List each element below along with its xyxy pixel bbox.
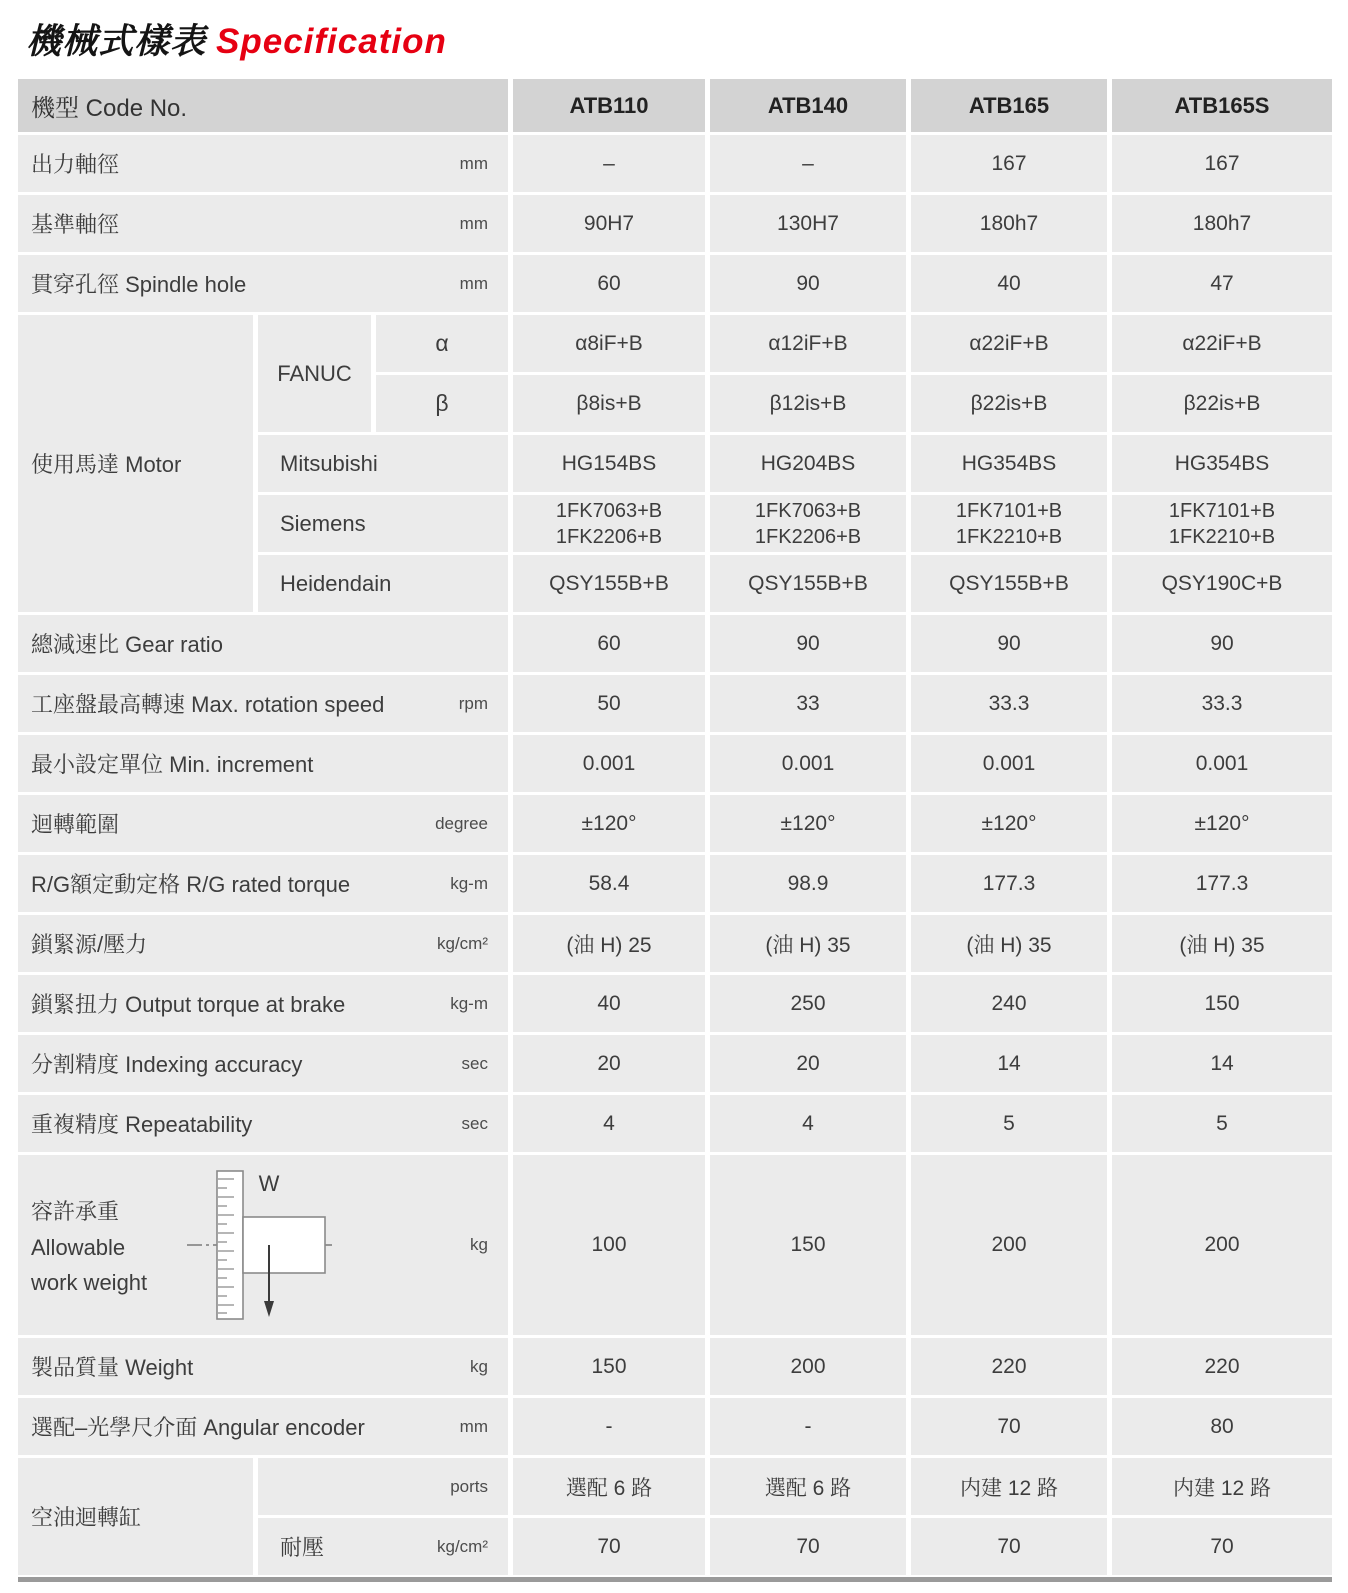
cell-value: 選配 6 路 (513, 1458, 705, 1515)
cell-value: 177.3 (911, 855, 1107, 912)
cell-value: 130H7 (710, 195, 906, 252)
row-label-text: 選配–光學尺介面 Angular encoder (31, 1415, 365, 1440)
row-label-weight (18, 1338, 508, 1395)
cell-value: 47 (1112, 255, 1332, 312)
header-code-no (18, 79, 508, 132)
cell-value: α8iF+B (513, 315, 705, 372)
cell-value: 4 (710, 1095, 906, 1152)
motor-fanuc-beta-label: β (376, 375, 508, 432)
work-weight-label (31, 1195, 147, 1296)
cell-value: 150 (1112, 975, 1332, 1032)
cell-value: 250 (710, 975, 906, 1032)
cell-value: QSY155B+B (513, 555, 705, 612)
cell-value: (油 H) 35 (710, 915, 906, 972)
row-label-text: 重複精度 Repeatability (31, 1112, 253, 1137)
cell-value: 5 (1112, 1095, 1332, 1152)
cell-value: 80 (1112, 1398, 1332, 1455)
cell-value: QSY155B+B (911, 555, 1107, 612)
cell-value: – (513, 135, 705, 192)
col-header-atb165s: ATB165S (1112, 79, 1332, 132)
title-en: Specification (216, 22, 447, 61)
cell-value: 70 (911, 1518, 1107, 1575)
row-label-rotary-cylinder: 空油迴轉缸 (18, 1458, 253, 1575)
row-label-max-rotation-speed (18, 675, 508, 732)
cell-value (1112, 495, 1332, 552)
row-unit: mm (459, 213, 488, 233)
col-header-atb110: ATB110 (513, 79, 705, 132)
load-arrow-head (264, 1301, 274, 1317)
row-unit: ports (450, 1476, 488, 1496)
motor-fanuc-alpha-label: α (376, 315, 508, 372)
cell-value: (油 H) 25 (513, 915, 705, 972)
cell-value (911, 495, 1107, 552)
cell-value: 167 (1112, 135, 1332, 192)
cell-value: – (710, 135, 906, 192)
cell-value: ±120° (513, 795, 705, 852)
cell-value: 4 (513, 1095, 705, 1152)
cell-value: 180h7 (911, 195, 1107, 252)
cell-value: 内建 12 路 (1112, 1458, 1332, 1515)
row-label-output-shaft (18, 135, 508, 192)
cell-value: β22is+B (1112, 375, 1332, 432)
row-label-rotation-range (18, 795, 508, 852)
row-label-allowable-work-weight (18, 1155, 508, 1335)
row-label-text: 工座盤最高轉速 Max. rotation speed (31, 692, 385, 717)
motor-brand-siemens: Siemens (258, 495, 508, 552)
rotary-cylinder-pressure-cell (258, 1518, 508, 1575)
cell-value: 150 (710, 1155, 906, 1335)
cell-value: - (513, 1398, 705, 1455)
cell-value: 40 (911, 255, 1107, 312)
cell-value: 150 (513, 1338, 705, 1395)
cell-value: 100 (513, 1155, 705, 1335)
cell-value: 58.4 (513, 855, 705, 912)
motor-brand-mitsubishi: Mitsubishi (258, 435, 508, 492)
cell-value-line2: 1FK2210+B (1168, 525, 1276, 548)
cell-value: HG204BS (710, 435, 906, 492)
row-label-angular-encoder (18, 1398, 508, 1455)
cell-value: 90 (1112, 615, 1332, 672)
row-unit: sec (461, 1053, 488, 1073)
cell-value-line1: 1FK7063+B (555, 499, 663, 522)
rotary-cylinder-ports-cell (258, 1458, 508, 1515)
cell-value: 90 (710, 615, 906, 672)
table-bottom-rule (18, 1577, 1332, 1582)
row-unit: kg-m (450, 993, 488, 1013)
row-unit: kg (470, 1235, 488, 1254)
row-label-min-increment (18, 735, 508, 792)
cell-value: 98.9 (710, 855, 906, 912)
work-weight-w-label: W (258, 1171, 280, 1196)
row-label-text: 總減速比 Gear ratio (31, 632, 223, 657)
cell-value: QSY190C+B (1112, 555, 1332, 612)
cell-value: HG154BS (513, 435, 705, 492)
row-label-rated-torque (18, 855, 508, 912)
cell-value-line1: 1FK7101+B (1168, 499, 1276, 522)
row-label-text: 貫穿孔徑 Spindle hole (31, 272, 247, 297)
cell-value: α12iF+B (710, 315, 906, 372)
cell-value: β8is+B (513, 375, 705, 432)
work-weight-label-en1: Allowable (31, 1234, 126, 1260)
work-weight-label-en2: work weight (31, 1269, 148, 1295)
cell-value: 90 (710, 255, 906, 312)
row-label-text: R/G額定動定格 R/G rated torque (31, 872, 351, 897)
cell-value: HG354BS (1112, 435, 1332, 492)
cell-value: β22is+B (911, 375, 1107, 432)
row-unit: mm (459, 273, 488, 293)
row-label-repeatability (18, 1095, 508, 1152)
cell-value: 選配 6 路 (710, 1458, 906, 1515)
cell-value: 90 (911, 615, 1107, 672)
row-label-indexing-accuracy (18, 1035, 508, 1092)
row-label-text: 鎖緊扭力 Output torque at brake (31, 992, 346, 1017)
header-code-no-label: 機型 Code No. (31, 95, 188, 122)
motor-brand-fanuc: FANUC (258, 315, 371, 432)
cell-value: 33.3 (1112, 675, 1332, 732)
row-unit: degree (435, 813, 488, 833)
cell-value (710, 495, 906, 552)
cell-value: ±120° (911, 795, 1107, 852)
row-label-text: 迴轉範圍 (31, 812, 120, 837)
row-label-brake-torque (18, 975, 508, 1032)
motor-brand-heidendain: Heidendain (258, 555, 508, 612)
cell-value-line1: 1FK7101+B (955, 499, 1063, 522)
cell-value-line2: 1FK2206+B (555, 525, 663, 548)
row-label-text: 基準軸徑 (31, 212, 120, 237)
cell-value: ±120° (710, 795, 906, 852)
row-label-motor: 使用馬達 Motor (18, 315, 253, 612)
cell-value: 20 (513, 1035, 705, 1092)
cell-value-line1: 1FK7063+B (754, 499, 862, 522)
work-weight-diagram (181, 1167, 341, 1323)
cell-value: 5 (911, 1095, 1107, 1152)
row-label-base-shaft (18, 195, 508, 252)
cell-value: (油 H) 35 (1112, 915, 1332, 972)
cell-value: 0.001 (513, 735, 705, 792)
row-label-clamp-pressure (18, 915, 508, 972)
col-header-atb165: ATB165 (911, 79, 1107, 132)
cell-value: 60 (513, 615, 705, 672)
cell-value: 0.001 (710, 735, 906, 792)
cell-value: β12is+B (710, 375, 906, 432)
cell-value: 33.3 (911, 675, 1107, 732)
cell-value: 70 (710, 1518, 906, 1575)
row-label-text: 最小設定單位 Min. increment (31, 752, 314, 777)
row-unit: kg-m (450, 873, 488, 893)
cell-value: 60 (513, 255, 705, 312)
work-weight-label-zh: 容許承重 (31, 1198, 120, 1224)
cell-value: 200 (911, 1155, 1107, 1335)
row-unit: mm (459, 153, 488, 173)
cell-value: 70 (911, 1398, 1107, 1455)
row-label-text: 鎖緊源/壓力 (31, 932, 148, 957)
cell-value: 40 (513, 975, 705, 1032)
cell-value: 177.3 (1112, 855, 1332, 912)
cell-value: 70 (1112, 1518, 1332, 1575)
row-unit: sec (461, 1113, 488, 1133)
cell-value: α22iF+B (1112, 315, 1332, 372)
cell-value: 200 (1112, 1155, 1332, 1335)
cell-value: 14 (1112, 1035, 1332, 1092)
cell-value: QSY155B+B (710, 555, 906, 612)
row-label-text: 耐壓 (280, 1535, 325, 1560)
row-label-gear-ratio (18, 615, 508, 672)
row-label-text: 製品質量 Weight (31, 1355, 194, 1380)
cell-value: 20 (710, 1035, 906, 1092)
cell-value: - (710, 1398, 906, 1455)
cell-value: 220 (911, 1338, 1107, 1395)
cell-value (513, 495, 705, 552)
page-title (26, 14, 1348, 64)
row-label-text: 出力軸徑 (31, 152, 120, 177)
spec-table (18, 79, 1332, 1575)
cell-value: 200 (710, 1338, 906, 1395)
cell-value: 33 (710, 675, 906, 732)
cell-value: 220 (1112, 1338, 1332, 1395)
row-label-text: 分割精度 Indexing accuracy (31, 1052, 303, 1077)
row-label-spindle-hole (18, 255, 508, 312)
cell-value: 0.001 (911, 735, 1107, 792)
cell-value: (油 H) 35 (911, 915, 1107, 972)
cell-value: HG354BS (911, 435, 1107, 492)
cell-value: 0.001 (1112, 735, 1332, 792)
cell-value: 内建 12 路 (911, 1458, 1107, 1515)
title-zh: 機械式樣表 (26, 22, 207, 61)
cell-value-line2: 1FK2210+B (955, 525, 1063, 548)
cell-value: 70 (513, 1518, 705, 1575)
row-unit: rpm (458, 693, 488, 713)
row-unit: kg (470, 1356, 488, 1376)
cell-value: 180h7 (1112, 195, 1332, 252)
cell-value: 90H7 (513, 195, 705, 252)
row-unit: mm (459, 1416, 488, 1436)
cell-value: 167 (911, 135, 1107, 192)
cell-value-line2: 1FK2206+B (754, 525, 862, 548)
row-unit: kg/cm² (437, 933, 488, 953)
col-header-atb140: ATB140 (710, 79, 906, 132)
cell-value: α22iF+B (911, 315, 1107, 372)
cell-value: ±120° (1112, 795, 1332, 852)
cell-value: 240 (911, 975, 1107, 1032)
cell-value: 14 (911, 1035, 1107, 1092)
row-unit: kg/cm² (437, 1536, 488, 1556)
cell-value: 50 (513, 675, 705, 732)
